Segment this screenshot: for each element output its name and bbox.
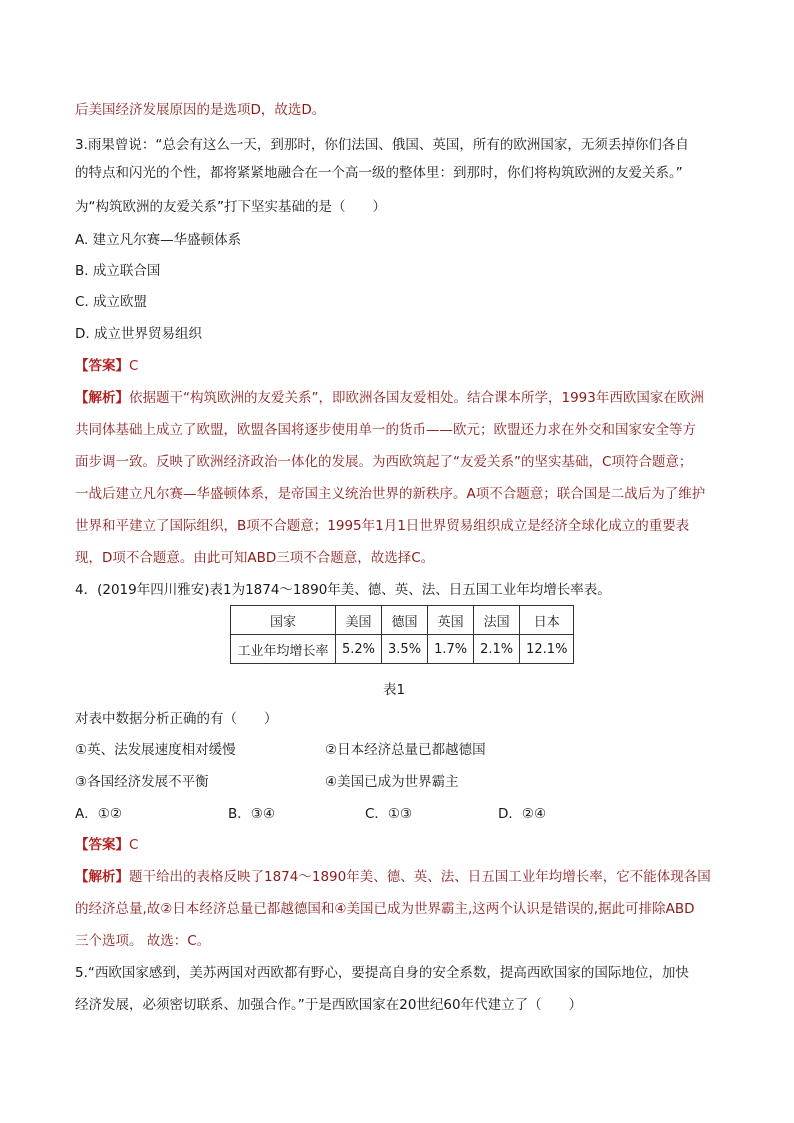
q3-stem-line2: 的特点和闪光的个性，都将紧紧地融合在一个高一级的整体里：到那时，你们将构筑欧洲的友爱关系。”	[75, 165, 683, 181]
table-cell: 3.5%	[382, 635, 428, 664]
table-cell: 2.1%	[474, 635, 520, 664]
q4-option-b: B．③④	[228, 806, 275, 822]
table-cell: 国家	[231, 606, 336, 635]
analysis-tag: 【解析】	[75, 869, 129, 885]
analysis-text: 题干给出的表格反映了1874～1890年美、德、英、法、日五国工业年均增长率，它不能体现各国	[129, 869, 711, 885]
analysis-tag: 【解析】	[75, 390, 129, 406]
table-header-row	[231, 606, 574, 635]
q4-stem-line1: 4．(2019年四川雅安)表1为1874～1890年美、德、英、法、日五国工业年均增长率表。	[75, 582, 611, 598]
previous-analysis-tail: 后美国经济发展原因的是选项D，故选D。	[75, 102, 326, 118]
q3-stem-line3: 为“构筑欧洲的友爱关系”打下坚实基础的是（ ）	[75, 199, 386, 215]
q3-option-c: C. 成立欧盟	[75, 294, 148, 310]
answer-value: C	[129, 837, 139, 853]
q4-statement-3: ③各国经济发展不平衡	[75, 774, 209, 790]
table-cell: 德国	[382, 606, 428, 635]
answer-value: C	[129, 358, 139, 374]
q4-analysis-line2: 的经济总量,故②日本经济总量已都越德国和④美国已成为世界霸主,这两个认识是错误的,据此可排除ABD	[75, 901, 695, 917]
table-cell: 工业年均增长率	[231, 635, 336, 664]
q4-statement-4: ④美国已成为世界霸主	[325, 774, 459, 790]
table-cell: 1.7%	[428, 635, 474, 664]
q3-stem-line1: 3.雨果曾说：“总会有这么一天，到那时，你们法国、俄国、英国，所有的欧洲国家，无须丢掉你们各自	[75, 137, 689, 153]
q4-option-d: D．②④	[498, 806, 547, 822]
q3-analysis-line1	[75, 388, 725, 408]
table-cell: 法国	[474, 606, 520, 635]
q3-option-d: D. 成立世界贸易组织	[75, 326, 202, 342]
q3-analysis-line3: 面步调一致。反映了欧洲经济政治一体化的发展。为西欧筑起了“友爱关系”的坚实基础，C项符合题意；	[75, 454, 693, 470]
q4-answer	[75, 835, 725, 855]
q4-statement-2: ②日本经济总量已都越德国	[325, 742, 486, 758]
q3-answer	[75, 356, 725, 376]
q4-option-c: C．①③	[365, 806, 413, 822]
q3-analysis-line2: 共同体基础上成立了欧盟，欧盟各国将逐步使用单一的货币——欧元；欧盟还力求在外交和国家安全等方	[75, 422, 696, 438]
table-cell: 12.1%	[520, 635, 574, 664]
growth-rate-table	[230, 605, 574, 664]
table-caption: 表1	[383, 682, 406, 698]
q3-option-b: B. 成立联合国	[75, 263, 161, 279]
table-cell: 日本	[520, 606, 574, 635]
table-cell: 英国	[428, 606, 474, 635]
q4-analysis-line1	[75, 867, 725, 887]
q4-statement-1: ①英、法发展速度相对缓慢	[75, 742, 236, 758]
q4-stem-line2: 对表中数据分析正确的有（ ）	[75, 711, 278, 727]
q3-analysis-line4: 一战后建立凡尔赛—华盛顿体系，是帝国主义统治世界的新秩序。A项不合题意；联合国是二战后为了维护	[75, 486, 706, 502]
q5-stem-line2: 经济发展，必须密切联系、加强合作。”于是西欧国家在20世纪60年代建立了（ ）	[75, 997, 583, 1013]
analysis-text: 依据题干“构筑欧洲的友爱关系”，即欧洲各国友爱相处。结合课本所学，1993年西欧国家在欧洲	[129, 390, 704, 406]
q3-analysis-line5: 世界和平建立了国际组织，B项不合题意；1995年1月1日世界贸易组织成立是经济全球化成立的重要表	[75, 518, 690, 534]
table-cell: 美国	[336, 606, 382, 635]
q5-stem-line1: 5.“西欧国家感到，美苏两国对西欧都有野心，要提高自身的安全系数，提高西欧国家的国际地位，加快	[75, 965, 689, 981]
table-row	[231, 635, 574, 664]
q4-option-a: A．①②	[75, 806, 122, 822]
answer-tag: 【答案】	[75, 837, 129, 853]
q3-option-a: A. 建立凡尔赛—华盛顿体系	[75, 232, 242, 248]
q4-analysis-line3: 三个选项。 故选：C。	[75, 933, 211, 949]
table-cell: 5.2%	[336, 635, 382, 664]
answer-tag: 【答案】	[75, 358, 129, 374]
q3-analysis-line6: 现，D项不合题意。由此可知ABD三项不合题意，故选择C。	[75, 550, 435, 566]
